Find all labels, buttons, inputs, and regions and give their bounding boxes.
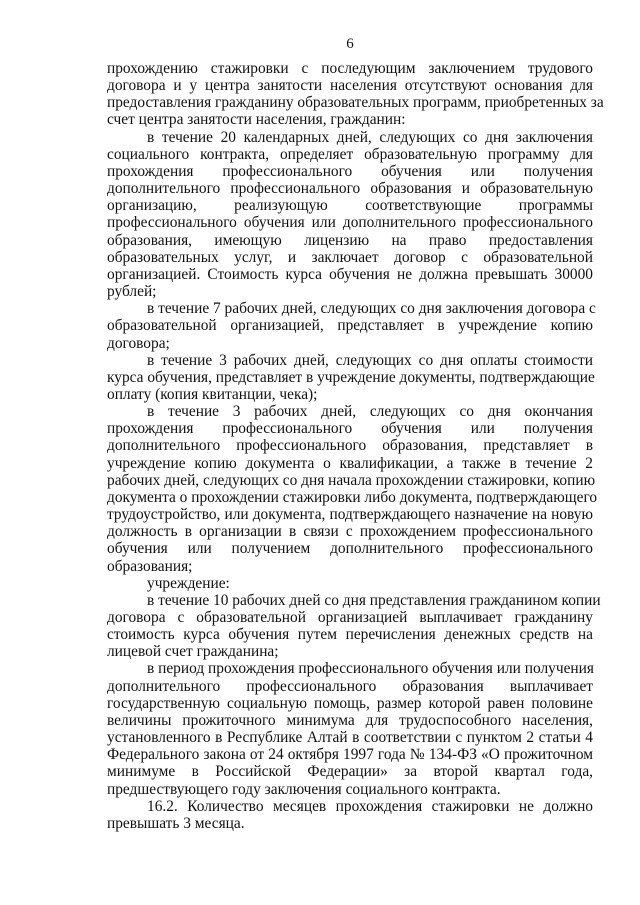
text-line: образовательных услуг, и заключает договор с образовательной: [107, 248, 593, 266]
paragraph: [107, 575, 593, 592]
text-line: установленного в Республике Алтай в соответствии с пунктом 2 статьи 4: [107, 729, 593, 747]
document-body: [107, 60, 604, 832]
text-line: в течение 3 рабочих дней, следующих со дня окончания: [147, 403, 593, 421]
text-line: в течение 10 рабочих дней со дня представления гражданином копии: [147, 591, 601, 609]
paragraph: [107, 403, 598, 575]
text-line: превышать 3 месяца.: [107, 814, 245, 832]
text-line: образовательной организацией, представляет в учреждение копию: [107, 317, 593, 335]
paragraph: [107, 129, 593, 301]
text-line: дополнительного профессионального образования выплачивает: [107, 677, 593, 695]
text-line: социального контракта, определяет образовательную программу для: [107, 145, 593, 163]
paragraph: [107, 798, 593, 832]
text-line: минимуме в Российской Федерации» за второй квартал года,: [107, 763, 593, 781]
text-line: учреждение копию документа о квалификации, а также в течение 2: [107, 454, 593, 472]
paragraph: [107, 660, 593, 797]
page-number: 6: [346, 36, 354, 52]
text-line: лицевой счет гражданина;: [107, 643, 279, 661]
text-line: образования, имеющую лицензию на право предоставления: [107, 231, 593, 249]
text-line: счет центра занятости населения, гражданин:: [107, 111, 406, 129]
text-line: должность в организации в связи с прохождением профессионального: [107, 523, 593, 541]
text-line: прохождения профессионального обучения или получения: [107, 420, 593, 438]
paragraph: [107, 60, 604, 129]
text-line: предшествующего году заключения социального контракта.: [107, 780, 501, 798]
text-line: предоставления гражданину образовательных программ, приобретенных за: [107, 94, 604, 112]
text-line: государственную социальную помощь, размер которой равен половине: [107, 694, 593, 712]
text-line: документа о прохождении стажировки либо документа, подтверждающего: [107, 488, 598, 506]
text-line: в течение 20 календарных дней, следующих со дня заключения: [147, 128, 593, 146]
text-line: дополнительного профессионального образования, представляет в: [107, 437, 593, 455]
text-line: в период прохождения профессионального обучения или получения: [147, 660, 594, 678]
text-line: в течение 7 рабочих дней, следующих со дня заключения договора с: [147, 300, 596, 318]
text-line: дополнительного профессионального образования и образовательную: [107, 180, 593, 198]
text-line: Федерального закона от 24 октября 1997 года № 134-ФЗ «О прожиточном: [107, 746, 593, 764]
text-line: курса обучения, представляет в учреждение документы, подтверждающие: [107, 368, 595, 386]
text-line: прохождению стажировки с последующим заключением трудового: [107, 60, 593, 77]
text-line: оплату (копия квитанции, чека);: [107, 385, 318, 403]
text-line: договора с образовательной организацией выплачивает гражданину: [107, 609, 593, 626]
text-line: 16.2. Количество месяцев прохождения стажировки не должно: [147, 797, 593, 815]
text-line: прохождения профессионального обучения или получения: [107, 162, 593, 180]
text-line: обучения или получением дополнительного профессионального: [107, 540, 593, 558]
text-line: величины прожиточного минимума для трудоспособного населения,: [107, 711, 593, 729]
text-line: рабочих дней, следующих со дня начала прохождении стажировки, копию: [107, 471, 596, 489]
text-line: образования;: [107, 557, 193, 575]
text-line: организацию, реализующую соответствующие программы: [107, 197, 593, 215]
paragraph: [107, 300, 596, 352]
text-line: трудоустройство, или документа, подтверждающего назначение на новую: [107, 506, 593, 524]
text-line: организацией. Стоимость курса обучения не должна превышать 30000: [107, 265, 593, 283]
text-line: учреждение:: [147, 574, 230, 592]
paragraph: [107, 591, 601, 661]
text-line: рублей;: [107, 283, 157, 301]
text-line: стоимость курса обучения путем перечисления денежных средств на: [107, 626, 593, 644]
text-line: в течение 3 рабочих дней, следующих со дня оплаты стоимости: [147, 351, 593, 369]
text-line: договора;: [107, 334, 170, 352]
text-line: профессионального обучения или дополнительного профессионального: [107, 214, 593, 232]
paragraph: [107, 352, 593, 403]
text-line: договора и у центра занятости населения отсутствуют основания для: [107, 77, 593, 95]
